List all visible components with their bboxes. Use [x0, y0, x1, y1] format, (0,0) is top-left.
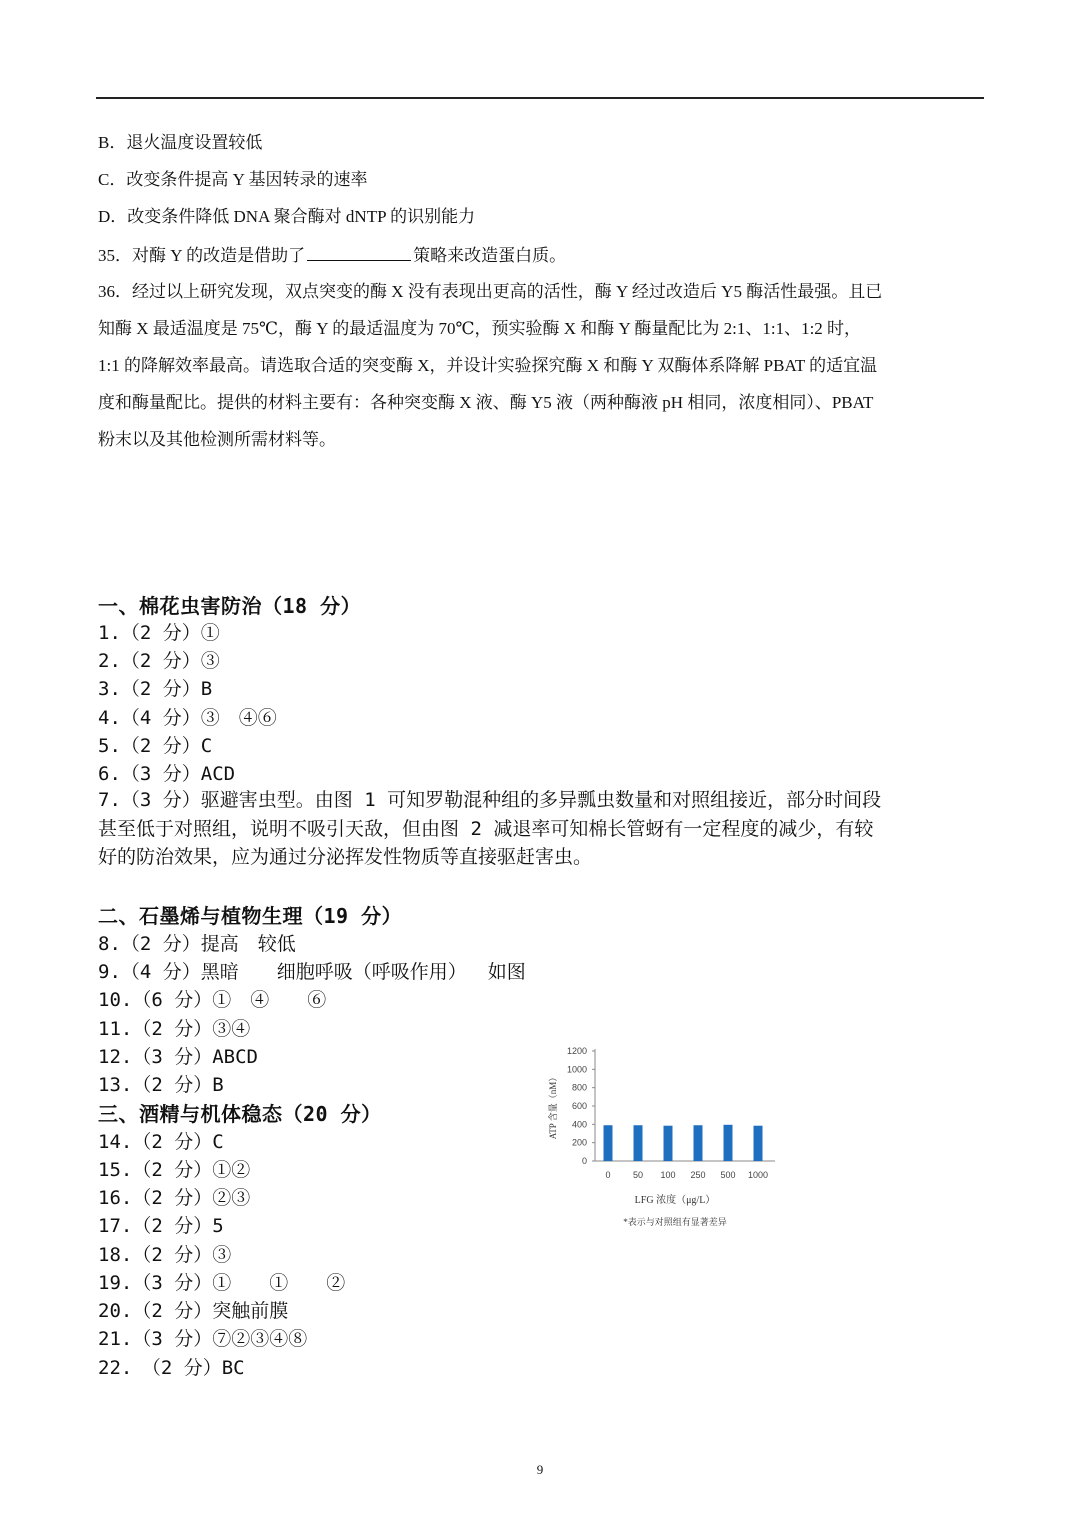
answer-line: 4.（4 分）③ ④⑥ — [98, 707, 277, 729]
question-36-line: 粉末以及其他检测所需材料等。 — [98, 430, 336, 449]
section-title: 二、石墨烯与植物生理（19 分） — [98, 904, 403, 928]
y-axis-label: ATP 含量（nM） — [548, 1072, 558, 1140]
bar — [634, 1125, 643, 1161]
question-35 — [98, 244, 566, 267]
option-d: D．改变条件降低 DNA 聚合酶对 dNTP 的识别能力 — [98, 207, 476, 226]
y-tick-label: 800 — [571, 1082, 587, 1093]
answer-line: 13.（2 分）B — [98, 1074, 224, 1096]
answer-line: 20.（2 分）突触前膜 — [98, 1300, 289, 1322]
y-tick-label: 600 — [571, 1101, 587, 1111]
x-tick-label: 250 — [690, 1170, 706, 1180]
option-b: B．退火温度设置较低 — [98, 133, 263, 152]
answer-line: 8.（2 分）提高 较低 — [98, 933, 296, 955]
answer-line: 11.（2 分）③④ — [98, 1018, 251, 1040]
answer-line: 9.（4 分）黑暗 细胞呼吸（呼吸作用） 如图 — [98, 961, 526, 983]
y-tick-label: 1200 — [566, 1046, 587, 1056]
question-36-line: 知酶 X 最适温度是 75℃，酶 Y 的最适温度为 70℃，预实验酶 X 和酶 Y 酶量配比为 2:1、1:1、1:2 时， — [98, 319, 862, 338]
answer-line: 10.（6 分）① ④ ⑥ — [98, 989, 327, 1011]
bar — [724, 1125, 733, 1161]
answer-line: 16.（2 分）②③ — [98, 1187, 251, 1209]
x-tick-label: 100 — [660, 1170, 676, 1180]
question-36-line: 1:1 的降解效率最高。请选取合适的突变酶 X，并设计实验探究酶 X 和酶 Y 双酶体系降解 PBAT 的适宜温 — [98, 356, 878, 375]
x-axis-label: LFG 浓度（μg/L） — [634, 1195, 716, 1206]
y-tick-label: 1000 — [566, 1064, 587, 1075]
answer-line: 18.（2 分）③ — [98, 1244, 232, 1266]
answer-line: 12.（3 分）ABCD — [98, 1046, 258, 1068]
bar — [604, 1125, 613, 1161]
header-rule — [96, 97, 984, 99]
question-35-text-end: 策略来改造蛋白质。 — [413, 246, 567, 265]
bar — [694, 1125, 703, 1161]
x-tick-label: 1000 — [747, 1170, 769, 1180]
answer-line: 5.（2 分）C — [98, 735, 213, 757]
answer-line: 2.（2 分）③ — [98, 650, 220, 672]
question-36-line: 度和酶量配比。提供的材料主要有：各种突变酶 X 液、酶 Y5 液（两种酶液 pH 相同，浓度相同）、PBAT — [98, 393, 874, 412]
question-36-line: 36．经过以上研究发现，双点突变的酶 X 没有表现出更高的活性，酶 Y 经过改造后 Y5 酶活性最强。且已 — [98, 282, 883, 301]
answer-line: 17.（2 分）5 — [98, 1215, 224, 1237]
y-tick-label: 0 — [581, 1156, 587, 1166]
answer-7-line: 甚至低于对照组，说明不吸引天敌，但由图 2 减退率可知棉长管蚜有一定程度的减少，有较 — [98, 817, 874, 840]
question-35-text: 35．对酶 Y 的改造是借助了 — [98, 246, 306, 265]
y-tick-label: 200 — [571, 1137, 587, 1148]
answer-7-line: 好的防治效果，应为通过分泌挥发性物质等直接驱赶害虫。 — [98, 846, 593, 868]
x-tick-label: 0 — [605, 1170, 611, 1180]
answer-line: 19.（3 分）① ① ② — [98, 1272, 346, 1294]
bar — [664, 1126, 673, 1161]
answer-7 — [98, 786, 978, 872]
option-c: C．改变条件提高 Y 基因转录的速率 — [98, 170, 368, 189]
answer-7-line: 7.（3 分）驱避害虫型。由图 1 可知罗勒混种组的多异瓢虫数量和对照组接近，部分时间段 — [98, 789, 882, 811]
page-number: 9 — [536, 1462, 544, 1477]
answer-blank[interactable] — [307, 244, 411, 261]
section-title: 一、棉花虫害防治（18 分） — [98, 594, 362, 618]
answer-line: 21.（3 分）⑦②③④⑧ — [98, 1328, 308, 1350]
y-tick-label: 400 — [571, 1119, 587, 1130]
atp-bar-chart — [540, 1040, 800, 1240]
answer-line: 6.（3 分）ACD — [98, 763, 236, 785]
chart-note: *表示与对照组有显著差异 — [623, 1217, 727, 1227]
x-tick-label: 500 — [720, 1170, 736, 1180]
bar — [754, 1126, 763, 1161]
answer-line: 14.（2 分）C — [98, 1131, 224, 1153]
x-tick-label: 50 — [632, 1170, 644, 1180]
answer-line: 22. （2 分）BC — [98, 1357, 245, 1379]
answer-line: 3.（2 分）B — [98, 678, 213, 700]
answer-line: 15.（2 分）①② — [98, 1159, 251, 1181]
answer-line: 1.（2 分）① — [98, 622, 220, 644]
section-title: 三、酒精与机体稳态（20 分） — [98, 1102, 382, 1126]
